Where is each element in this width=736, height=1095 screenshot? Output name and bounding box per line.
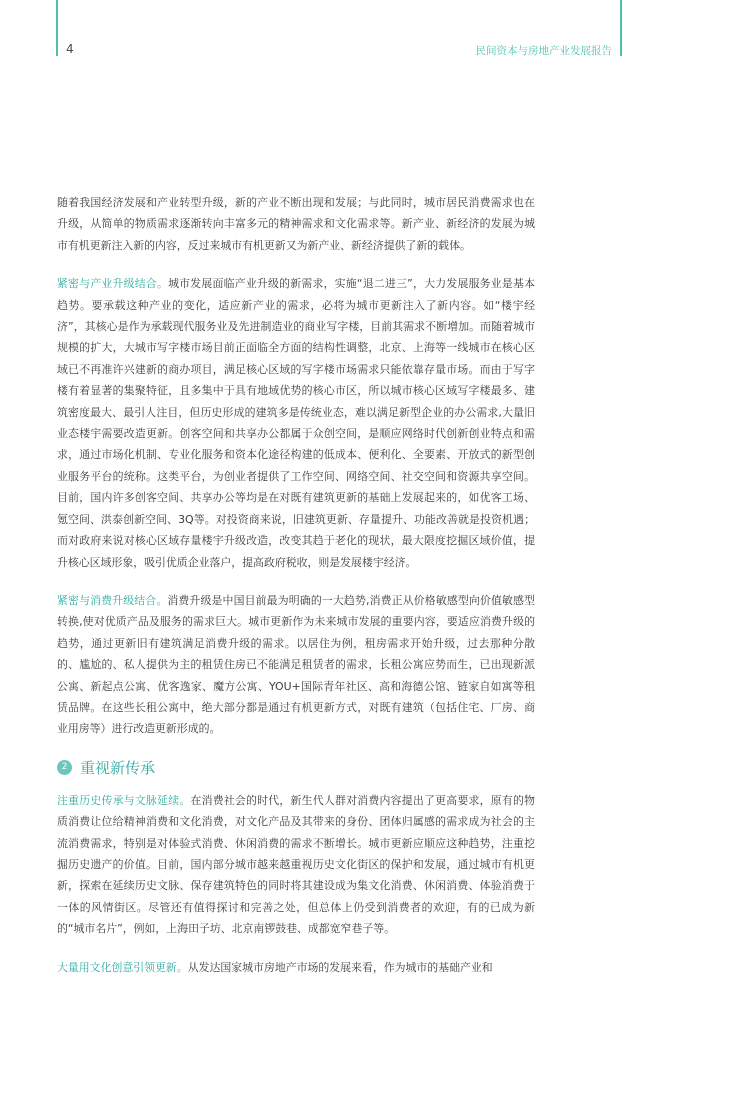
paragraph-creative (57, 957, 535, 978)
page-number: 4 (66, 42, 74, 56)
paragraph-heritage (57, 790, 535, 940)
paragraph-lead: 紧密与消费升级结合。 (57, 593, 168, 607)
section-heading (57, 757, 535, 778)
paragraph-lead: 大量用文化创意引领更新。 (57, 960, 188, 974)
header-rule-left (56, 0, 58, 56)
paragraph-text: 城市发展面临产业升级的新需求，实施“退二进三”，大力发展服务业是基本趋势。要承载这种产业的变化，适应新产业的需求，必将为城市更新注入了新内容。如“楼宇经济”，其核心是作为承载现代服务业及先进制造业的商业写字楼，目前其需求不断增加。而随着城市规模的扩大，大城市写字楼市场目前正面临全方面的结构性调整，北京、上海等一线城市在核心区域已不再准许兴建新的商办项目，满足核心区域的写字楼市场需求只能依靠存量市场。而由于写字楼有着显著的集聚特征，且多集中于具有地域优势的核心市区，所以城市核心区域写字楼最多、建筑密度最大、最引人注目，但历史形成的建筑多是传统业态，难以满足新型企业的办公需求,大量旧业态楼宇需要改造更新。创客空间和共享办公都属于众创空间，是顺应网络时代创新创业特点和需求，通过市场化机制、专业化服务和资本化途径构建的低成本、便利化、全要素、开放式的新型创业服务平台的统称。这类平台，为创业者提供了工作空间、网络空间、社交空间和资源共享空间。目前，国内许多创客空间、共享办公等均是在对既有建筑更新的基础上发展起来的，如优客工场、氪空间、洪泰创新空间、3Q等。对投资商来说，旧建筑更新、存量提升、功能改善就是投资机遇；而对政府来说对核心区域存量楼宇升级改造，改变其趋于老化的现状，最大限度挖掘区域价值，提升核心区域形象，吸引优质企业落户，提高政府税收，则是发展楼宇经济。 (57, 277, 535, 569)
header-rule-right (620, 0, 622, 56)
paragraph-lead: 注重历史传承与文脉延续。 (57, 793, 191, 807)
paragraph-intro: 随着我国经济发展和产业转型升级，新的产业不断出现和发展；与此同时，城市居民消费需求也在升级，从简单的物质需求逐渐转向丰富多元的精神需求和文化需求等。新产业、新经济的发展为城市有机更新注入新的内容，反过来城市有机更新又为新产业、新经济提供了新的载体。 (57, 196, 535, 252)
paragraph-text: 从发达国家城市房地产市场的发展来看，作为城市的基础产业和 (187, 960, 493, 974)
paragraph-lead: 紧密与产业升级结合。 (57, 277, 169, 291)
paragraph-industry (57, 273, 535, 573)
article-body (57, 192, 535, 995)
running-title: 民间资本与房地产业发展报告 (475, 45, 612, 57)
section-title: 重视新传承 (80, 758, 156, 777)
paragraph-consumption (57, 590, 535, 740)
paragraph-text: 消费升级是中国目前最为明确的一大趋势,消费正从价格敏感型向价值敏感型转换,使对优质产品及服务的需求巨大。城市更新作为未来城市发展的重要内容，要适应消费升级的趋势，通过更新旧有建筑满足消费升级的需求。以居住为例，租房需求开始升级，过去那种分散的、尴尬的、私人提供为主的租赁住房已不能满足租赁者的需求，长租公寓应势而生，已出现新派公寓、新起点公寓、优客逸家、魔方公寓、YOU+国际青年社区、高和海德公馆、链家自如寓等租赁品牌。在这些长租公寓中，绝大部分都是通过有机更新方式，对既有建筑（包括住宅、厂房、商业用房等）进行改造更新形成的。 (57, 593, 535, 736)
section-number-badge: 2 (57, 760, 72, 775)
paragraph-text: 在消费社会的时代，新生代人群对消费内容提出了更高要求，原有的物质消费让位给精神消费和文化消费，对文化产品及其带来的身份、团体归属感的需求成为社会的主流消费需求，特别是对体验式消费、休闲消费的需求不断增长。城市更新应顺应这种趋势，注重挖掘历史遗产的价值。目前，国内部分城市越来越重视历史文化街区的保护和发展，通过城市有机更新，探索在延续历史文脉、保存建筑特色的同时将其建设成为集文化消费、休闲消费、体验消费于一体的风情街区。尽管还有值得探讨和完善之处，但总体上仍受到消费者的欢迎，有的已成为新的“城市名片”，例如，上海田子坊、北京南锣鼓巷、成都宽窄巷子等。 (57, 793, 535, 936)
